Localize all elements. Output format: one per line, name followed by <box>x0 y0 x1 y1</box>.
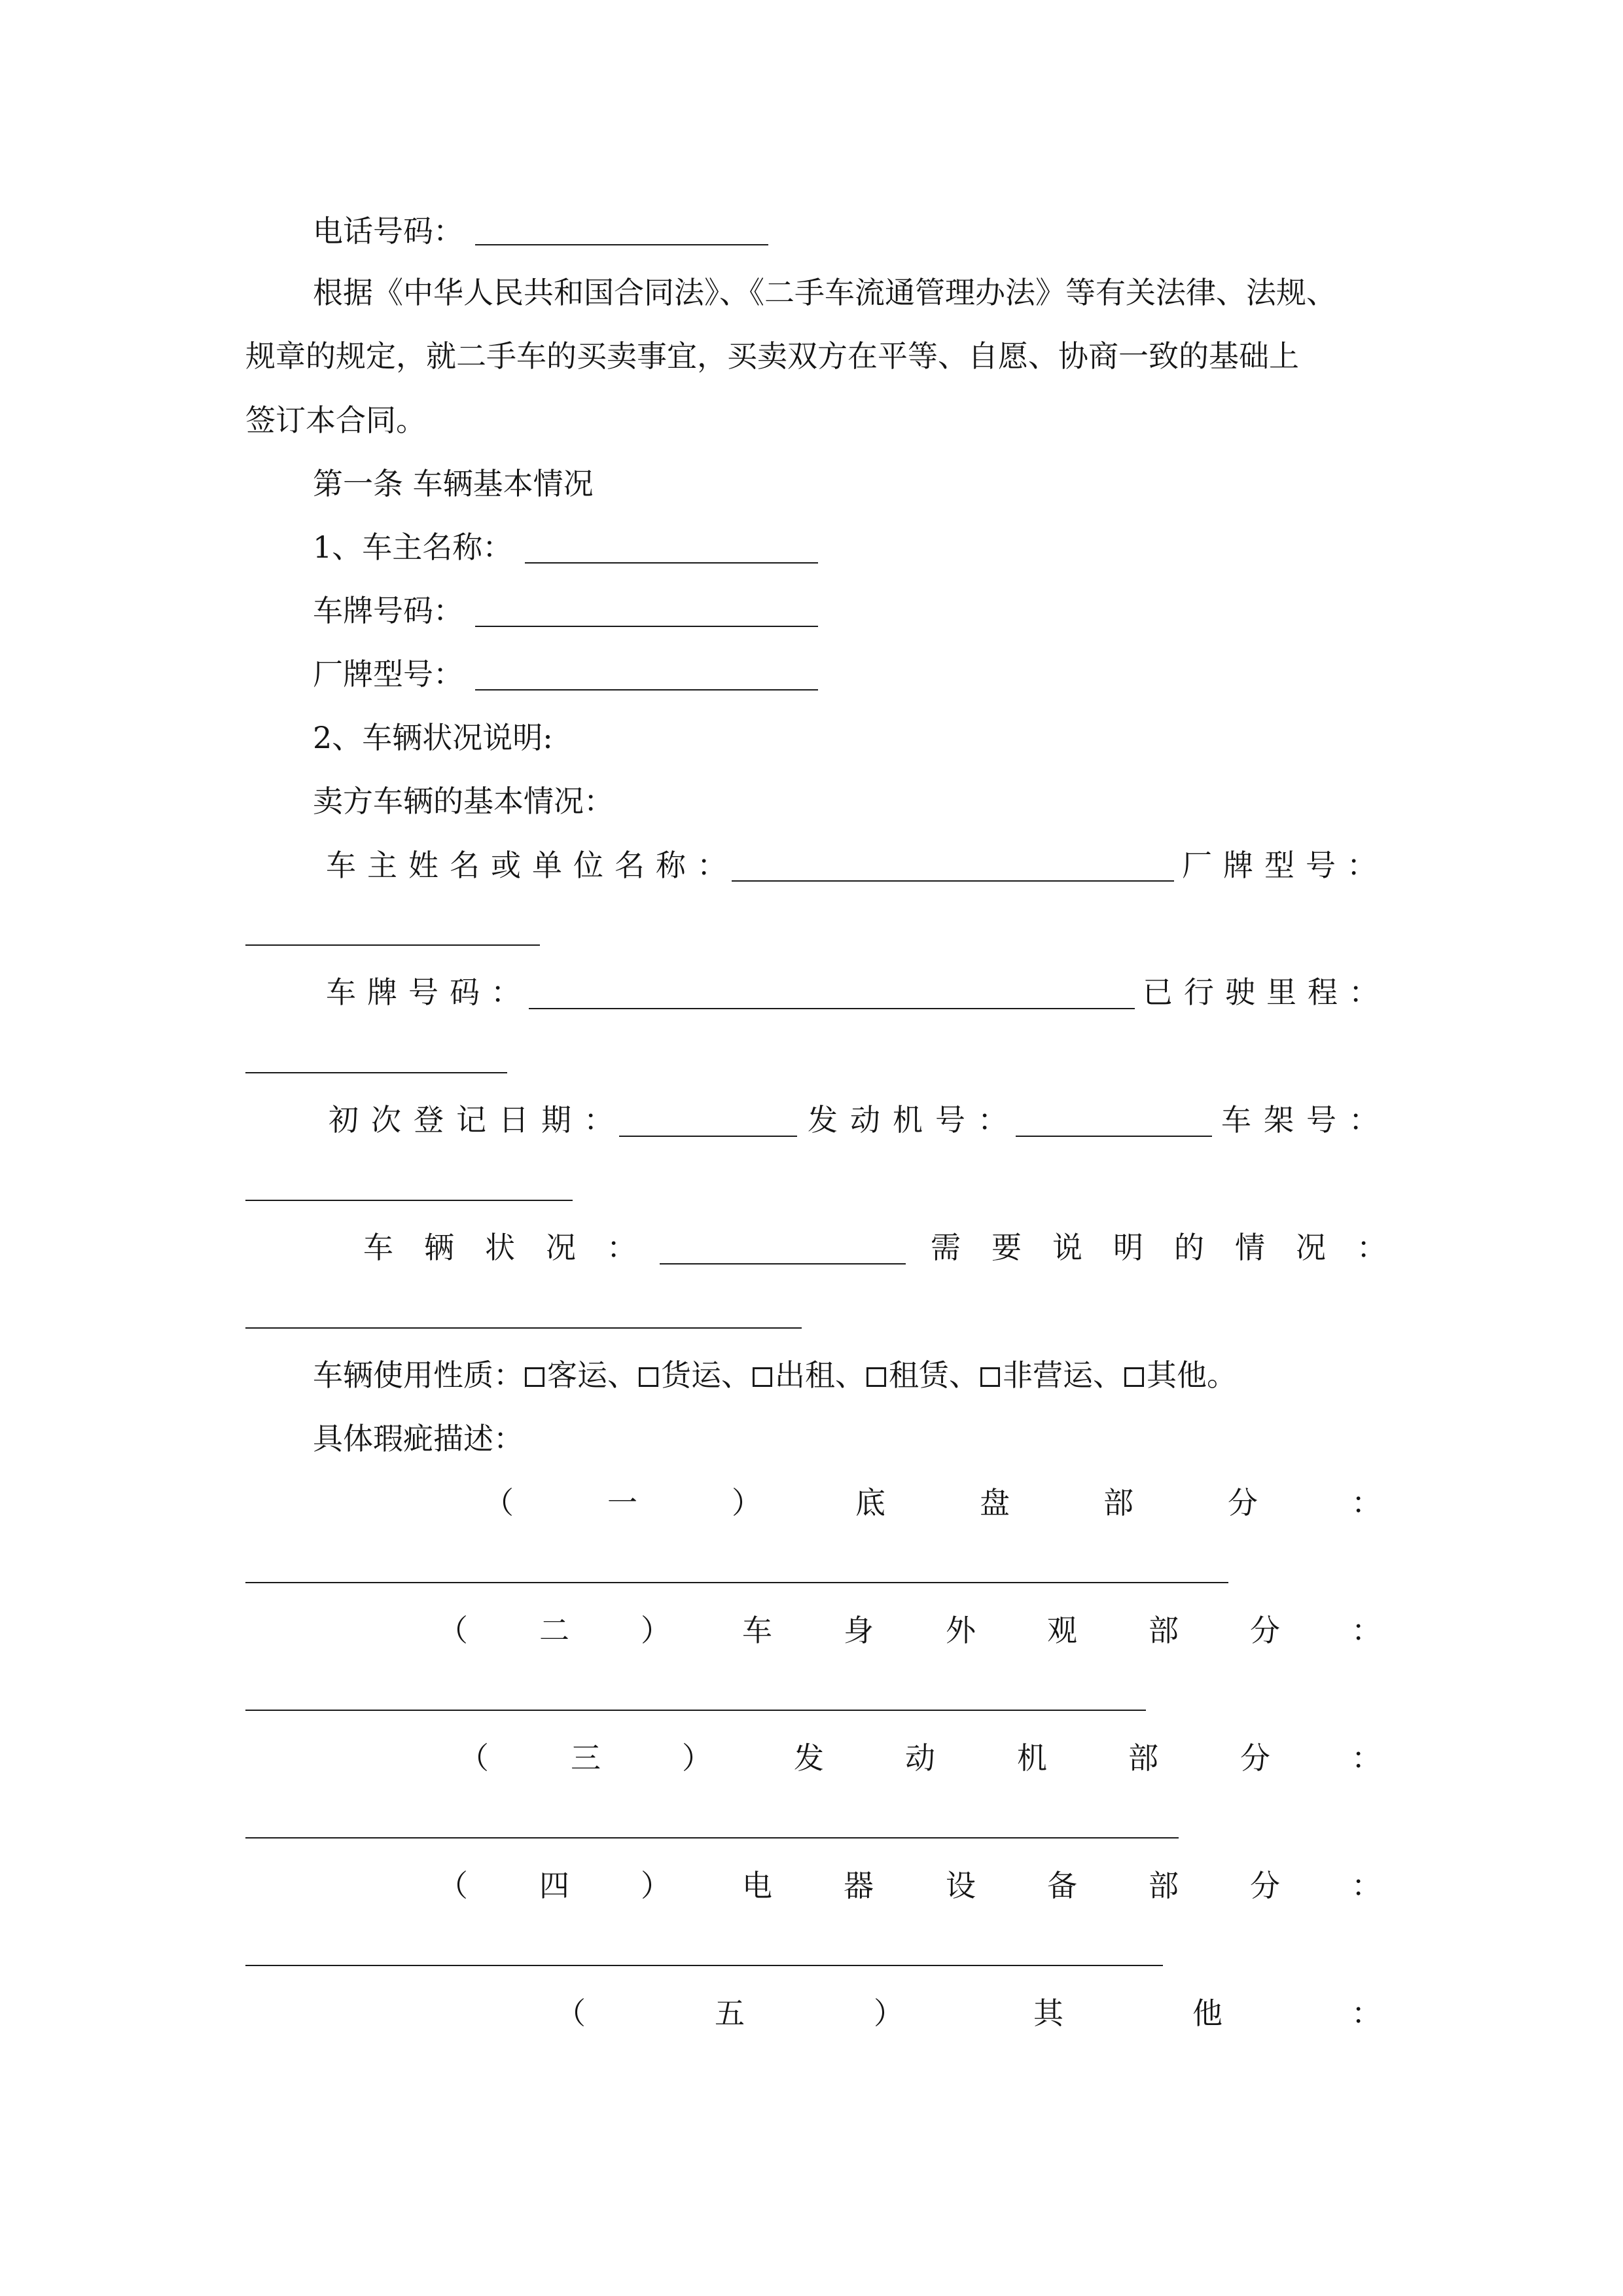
usage-option-passenger: 客运、 <box>547 1357 637 1393</box>
notes-field[interactable] <box>245 1327 802 1329</box>
usage-label: 车辆使用性质： <box>313 1357 524 1393</box>
checkbox-taxi[interactable] <box>753 1367 772 1387</box>
checkbox-non-commercial[interactable] <box>980 1367 1000 1387</box>
usage-option-non-commercial: 非营运、 <box>1003 1357 1123 1393</box>
model-field[interactable] <box>475 689 818 691</box>
phone-label: 电话号码： <box>313 213 463 249</box>
mileage-label: 已行驶里程： <box>1143 975 1390 1010</box>
intro-line-1: 根据《中华人民共和国合同法》、《二手车流通管理办法》等有关法律、法规、 <box>313 275 1336 310</box>
plate-no-label: 车牌号码： <box>326 975 532 1010</box>
condition-label: 车辆状况： <box>363 1230 668 1265</box>
article1-title: 第一条 车辆基本情况 <box>313 466 594 501</box>
mileage-field[interactable] <box>245 1072 507 1073</box>
phone-field[interactable] <box>475 244 768 245</box>
owner-name-label: 1、车主名称： <box>313 529 513 565</box>
frame-no-field[interactable] <box>245 1200 573 1201</box>
engine-no-field[interactable] <box>1016 1136 1212 1137</box>
usage-option-other: 其他。 <box>1147 1357 1237 1393</box>
usage-option-lease: 租赁、 <box>889 1357 979 1393</box>
intro-line-3: 签订本合同。 <box>245 403 426 438</box>
owner-unit-field[interactable] <box>732 880 1174 882</box>
seller-heading: 卖方车辆的基本情况： <box>313 783 614 819</box>
intro-line-2: 规章的规定，就二手车的买卖事宜，买卖双方在平等、自愿、协商一致的基础上 <box>245 338 1299 374</box>
checkbox-lease[interactable] <box>866 1367 886 1387</box>
defect-field-chassis[interactable] <box>245 1582 1228 1583</box>
usage-line <box>313 1355 1237 1395</box>
plate-field[interactable] <box>475 626 818 627</box>
phone-line <box>0 0 1623 249</box>
reg-date-label: 初次登记日期： <box>329 1102 626 1138</box>
frame-no-label: 车架号： <box>1221 1102 1391 1138</box>
plate-no-field[interactable] <box>529 1008 1135 1009</box>
engine-no-label: 发动机号： <box>808 1102 1020 1138</box>
owner-unit-label: 车主姓名或单位名称： <box>326 848 738 883</box>
checkbox-freight[interactable] <box>639 1367 658 1387</box>
condition-field[interactable] <box>660 1263 906 1265</box>
notes-label: 需要说明的情况： <box>931 1230 1418 1265</box>
defects-title: 具体瑕疵描述： <box>313 1421 524 1456</box>
condition-heading: 2、车辆状况说明: <box>313 720 553 755</box>
defect-field-engine[interactable] <box>245 1837 1179 1839</box>
owner-name-field[interactable] <box>525 562 818 564</box>
brand-model-field[interactable] <box>245 944 540 946</box>
brand-model-label: 厂牌型号： <box>1182 848 1388 883</box>
defect-field-electrical[interactable] <box>245 1965 1163 1966</box>
checkbox-passenger[interactable] <box>525 1367 544 1387</box>
checkbox-other[interactable] <box>1124 1367 1144 1387</box>
plate-label: 车牌号码： <box>313 593 463 628</box>
usage-option-taxi: 出租、 <box>775 1357 865 1393</box>
usage-option-freight: 货运、 <box>661 1357 751 1393</box>
reg-date-field[interactable] <box>619 1136 797 1137</box>
model-label: 厂牌型号： <box>313 656 463 692</box>
defect-field-body[interactable] <box>245 1710 1146 1711</box>
